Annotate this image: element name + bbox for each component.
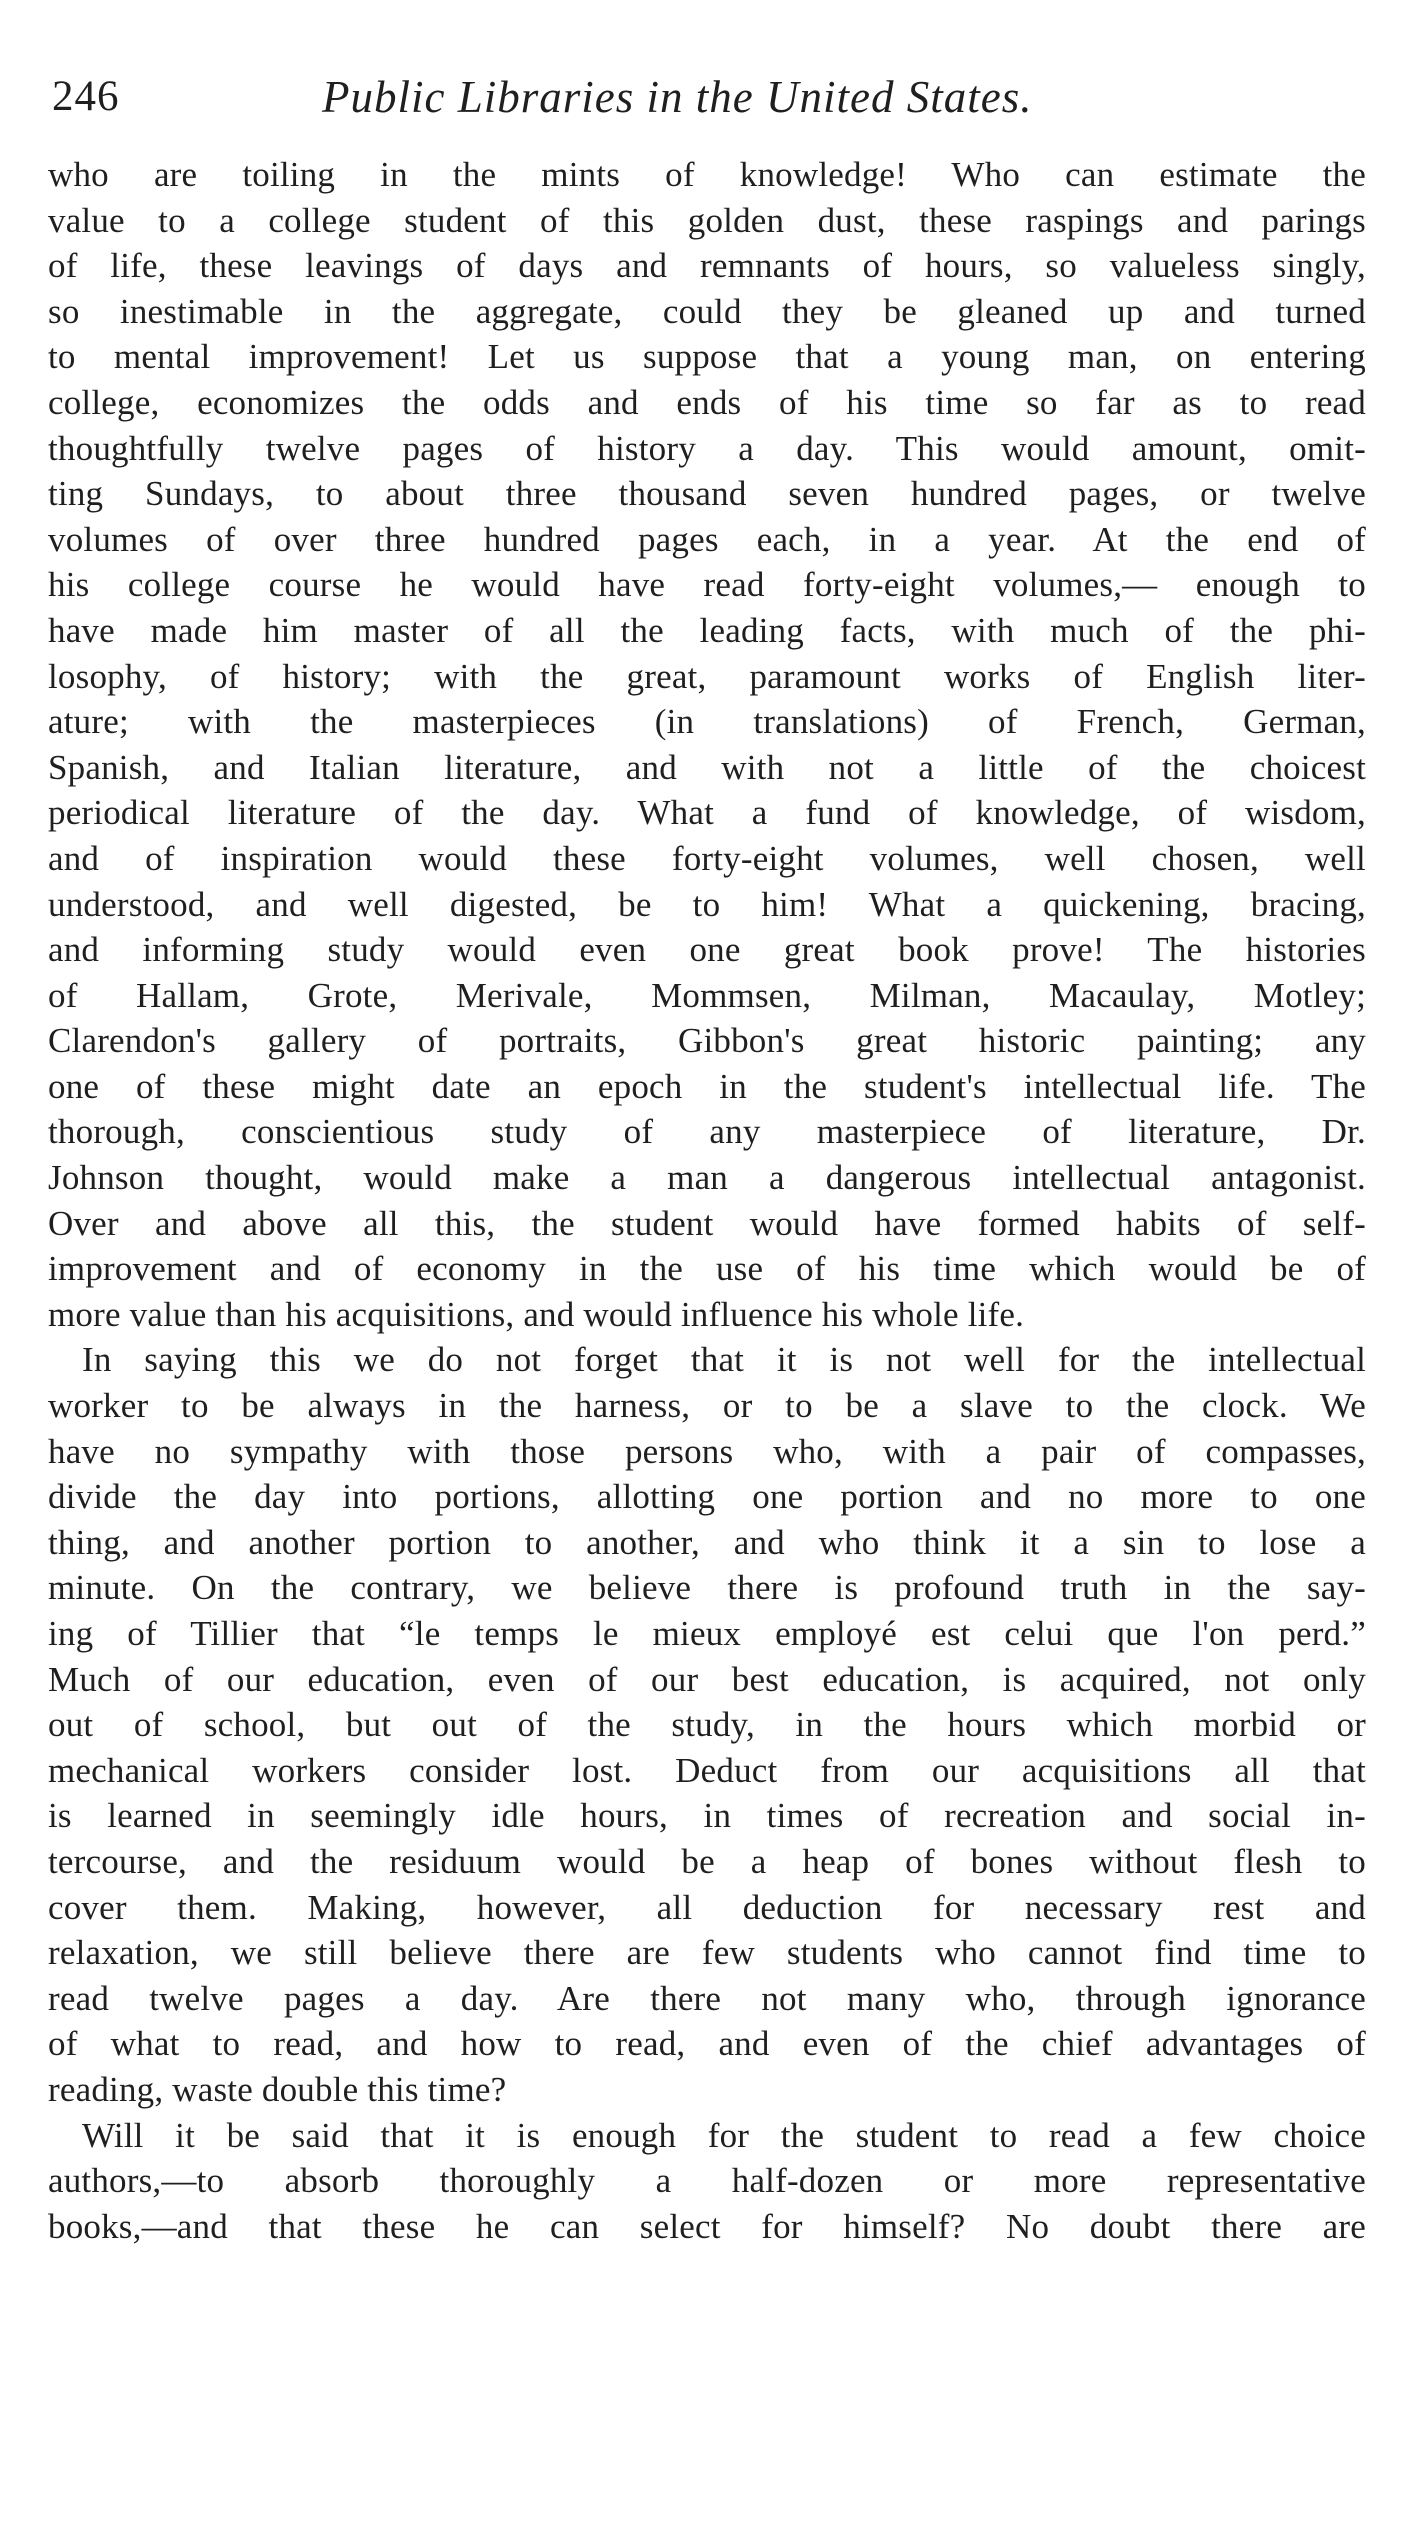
text-line: and informing study would even one great book prove! The histories (48, 930, 1366, 970)
text-line: relaxation, we still believe there are few students who cannot find time to (48, 1933, 1366, 1973)
text-line: worker to be always in the harness, or to be a slave to the clock. We (48, 1386, 1366, 1426)
text-line: understood, and well digested, be to him! What a quickening, bracing, (48, 884, 1366, 924)
text-line: periodical literature of the day. What a fund of knowledge, of wisdom, (48, 793, 1366, 833)
text-line: volumes of over three hundred pages each, in a year. At the end of (48, 519, 1366, 559)
text-line: more value than his acquisitions, and would influence his whole life. (48, 1294, 1025, 1334)
text-line: ature; with the masterpieces (in translations) of French, German, (48, 702, 1366, 742)
text-line: reading, waste double this time? (48, 2069, 507, 2109)
text-line: ting Sundays, to about three thousand seven hundred pages, or twelve (48, 474, 1366, 514)
text-line: Much of our education, even of our best education, is acquired, not only (48, 1659, 1366, 1699)
text-line: college, economizes the odds and ends of his time so far as to read (48, 382, 1366, 422)
text-line: of life, these leavings of days and remnants of hours, so valueless singly, (48, 246, 1366, 286)
text-line: books,—and that these he can select for himself? No doubt there are (48, 2206, 1366, 2246)
text-line: Johnson thought, would make a man a dangerous intellectual antagonist. (48, 1158, 1366, 1198)
body-text (48, 152, 1366, 2249)
text-line: his college course he would have read forty-eight volumes,— enough to (48, 565, 1366, 605)
text-line: Spanish, and Italian literature, and with not a little of the choicest (48, 747, 1366, 787)
text-line: improvement and of economy in the use of his time which would be of (48, 1249, 1366, 1289)
text-line: value to a college student of this golden dust, these raspings and parings (48, 200, 1366, 240)
text-line: Will it be said that it is enough for the student to read a few choice (82, 2115, 1366, 2155)
text-line: to mental improvement! Let us suppose that a young man, on entering (48, 337, 1366, 377)
text-line: losophy, of history; with the great, paramount works of English liter- (48, 656, 1366, 696)
text-line: of what to read, and how to read, and even of the chief advantages of (48, 2024, 1366, 2064)
text-line: thoughtfully twelve pages of history a day. This would amount, omit- (48, 428, 1366, 468)
running-title: Public Libraries in the United States. (322, 72, 1033, 122)
text-line: and of inspiration would these forty-eight volumes, well chosen, well (48, 838, 1366, 878)
text-line: out of school, but out of the study, in the hours which morbid or (48, 1705, 1366, 1745)
text-line: have made him master of all the leading facts, with much of the phi- (48, 610, 1366, 650)
text-line: read twelve pages a day. Are there not many who, through ignorance (48, 1978, 1366, 2018)
text-line: thorough, conscientious study of any masterpiece of literature, Dr. (48, 1112, 1366, 1152)
text-line: thing, and another portion to another, and who think it a sin to lose a (48, 1522, 1366, 1562)
text-line: Clarendon's gallery of portraits, Gibbon's great historic painting; any (48, 1021, 1366, 1061)
text-line: authors,—to absorb thoroughly a half-dozen or more representative (48, 2161, 1366, 2201)
text-line: ing of Tillier that “le temps le mieux employé est celui que l'on perd.” (48, 1614, 1366, 1653)
text-line: who are toiling in the mints of knowledge! Who can estimate the (48, 155, 1366, 194)
text-line: Over and above all this, the student would have formed habits of self- (48, 1203, 1366, 1243)
text-line: mechanical workers consider lost. Deduct from our acquisitions all that (48, 1750, 1366, 1790)
page-number: 246 (52, 73, 120, 120)
text-line: is learned in seemingly idle hours, in times of recreation and social in- (48, 1796, 1366, 1836)
text-line: so inestimable in the aggregate, could they be gleaned up and turned (48, 291, 1366, 331)
running-head (52, 68, 1377, 128)
text-line: cover them. Making, however, all deduction for necessary rest and (48, 1887, 1366, 1927)
text-line: minute. On the contrary, we believe there is profound truth in the say- (48, 1568, 1366, 1608)
text-line: In saying this we do not forget that it is not well for the intellectual (82, 1340, 1366, 1380)
text-line: have no sympathy with those persons who, with a pair of compasses, (48, 1431, 1366, 1471)
text-line: divide the day into portions, allotting one portion and no more to one (48, 1477, 1366, 1517)
text-line: tercourse, and the residuum would be a heap of bones without flesh to (48, 1841, 1366, 1881)
text-line: one of these might date an epoch in the student's intellectual life. The (48, 1066, 1366, 1106)
text-line: of Hallam, Grote, Merivale, Mommsen, Milman, Macaulay, Motley; (48, 975, 1366, 1015)
